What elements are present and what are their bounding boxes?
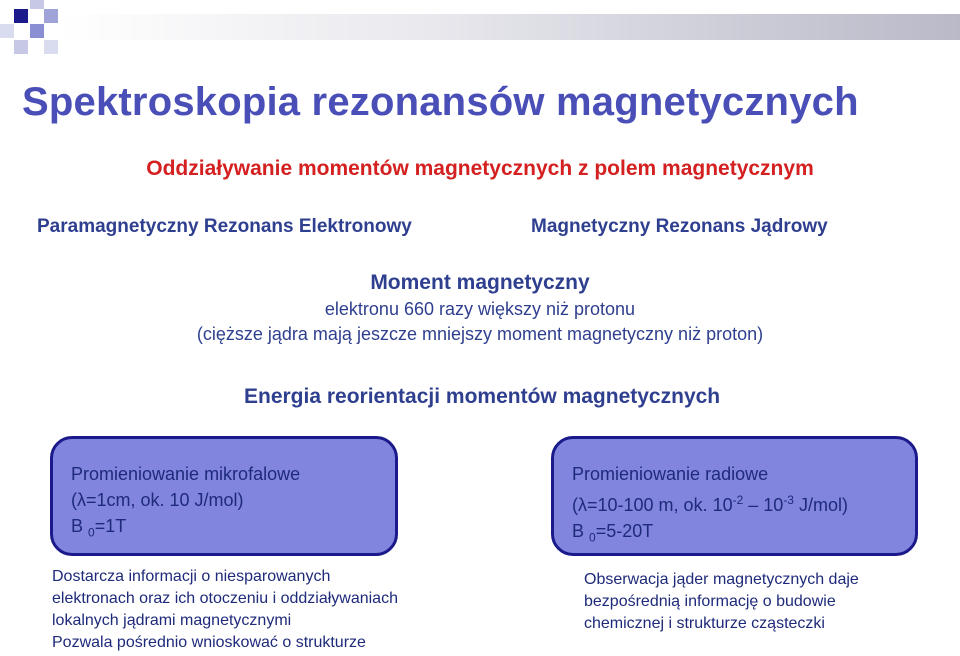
field-subscript: 0 (589, 530, 596, 545)
right-box-line-1: Promieniowanie radiowe (572, 464, 769, 484)
right-column-heading: Magnetyczny Rezonans Jądrowy (531, 216, 828, 237)
lambda-symbol: λ (77, 490, 86, 510)
left-desc-line: elektronach oraz ich otoczeniu i oddziaływaniach (52, 590, 398, 607)
header-gradient-bar (60, 14, 960, 40)
right-box-wavelength: =10-100 m, ok. 10 (587, 495, 733, 515)
decor-square (44, 40, 58, 54)
field-label: B (71, 516, 84, 536)
range-dash: – 10 (743, 495, 784, 515)
left-desc-line: Pozwala pośrednio wnioskować o strukturze (52, 634, 366, 651)
left-description (52, 566, 398, 654)
decor-square (14, 40, 28, 54)
left-radiation-box (50, 436, 398, 556)
right-desc-line: chemicznej i strukturze cząsteczki (584, 615, 825, 632)
slide-title: Spektroskopia rezonansów magnetycznych (22, 80, 859, 124)
energy-heading: Energia reorientacji momentów magnetycznych (244, 385, 721, 408)
moment-heading: Moment magnetyczny (370, 271, 590, 294)
exponent-1: -2 (732, 493, 744, 507)
right-radiation-box (551, 436, 918, 556)
right-desc-line: bezpośrednią informację o budowie (584, 593, 836, 610)
field-subscript: 0 (88, 525, 95, 540)
decor-square (0, 24, 14, 38)
moment-line-2: (cięższe jądra mają jeszcze mniejszy moment magnetyczny niż proton) (196, 324, 764, 344)
left-box-line-1: Promieniowanie mikrofalowe (71, 464, 301, 484)
moment-line-1: elektronu 660 razy większy niż protonu (324, 299, 636, 319)
decor-square (30, 0, 44, 9)
field-value: =1T (94, 516, 127, 536)
field-label: B (572, 521, 585, 541)
slide-subtitle: Oddziaływanie momentów magnetycznych z polem magnetycznym (146, 157, 814, 180)
paren-open: ( (572, 495, 578, 515)
exponent-2: -3 (783, 493, 794, 507)
right-description (584, 569, 859, 635)
energy-unit: J/mol) (793, 495, 848, 515)
left-box-wavelength: =1cm, ok. 10 J/mol) (86, 490, 244, 510)
paren-open: ( (71, 490, 77, 510)
left-column-heading: Paramagnetyczny Rezonans Elektronowy (37, 216, 412, 237)
right-box-line-3 (572, 518, 915, 551)
left-box-line-3 (71, 513, 395, 546)
left-desc-line: Dostarcza informacji o niesparowanych (52, 568, 331, 585)
left-box-line-2 (71, 487, 395, 513)
right-desc-line: Obserwacja jąder magnetycznych daje (584, 571, 859, 588)
decor-square (30, 24, 44, 38)
right-box-line-2 (572, 487, 915, 518)
decor-square (14, 9, 28, 23)
left-desc-line: lokalnych jądrami magnetycznymi (52, 612, 292, 629)
lambda-symbol: λ (578, 495, 587, 515)
magnetic-moment-section (0, 270, 960, 346)
decor-square (44, 9, 58, 23)
field-value: =5-20T (595, 521, 654, 541)
